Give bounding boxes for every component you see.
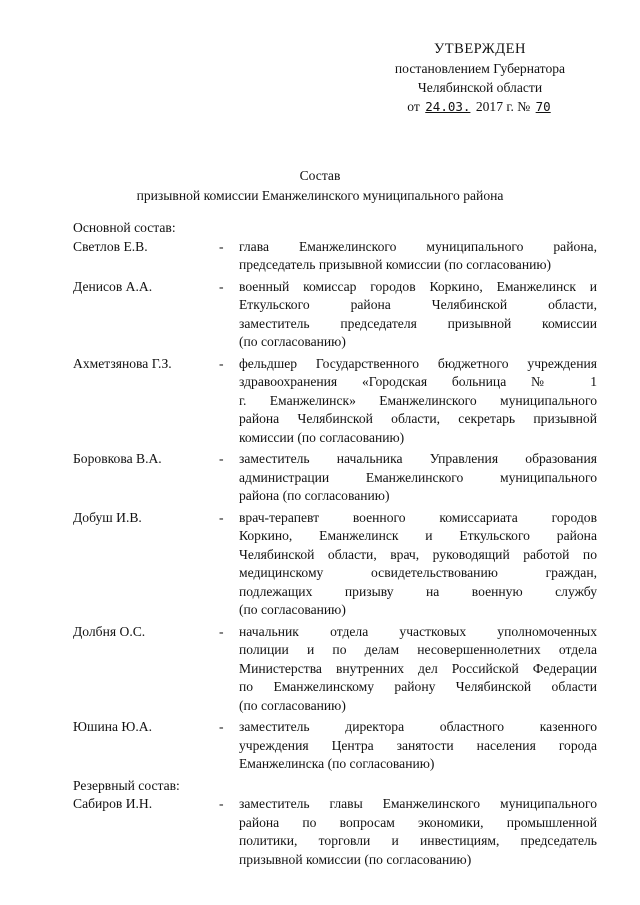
member-dash: - [219,238,224,254]
position-line: (по согласованию) [239,334,346,349]
position-line: (по согласованию) [239,697,346,713]
main-members [73,238,597,774]
member-position [239,623,597,716]
member-dash: - [219,719,224,734]
document-title [60,166,580,206]
member-dash: - [219,451,224,466]
member-position [239,795,597,869]
member-row [73,278,597,352]
member-position [239,278,597,352]
member-name: Боровкова В.А. [73,451,162,466]
year-text: 2017 г. № [475,99,531,114]
member-dash: - [219,355,224,371]
commission-list [73,219,597,872]
main-section-label: Основной состав: [73,220,176,235]
member-position [239,355,597,448]
position-line: района Челябинской области, секретарь призывной [239,411,597,426]
position-line: учреждения Центра занятости населения города [239,737,597,753]
member-dash: - [219,796,224,811]
position-line: полиции и по делам несовершеннолетних отдела [239,642,597,657]
approval-heading: УТВЕРЖДЕН [434,41,526,57]
member-row [73,238,597,275]
position-line: района (по согласованию) [239,488,390,503]
member-name: Ахметзянова Г.З. [73,355,172,371]
member-name: Сабиров И.Н. [73,796,153,811]
reserve-section-label: Резервный состав: [73,777,180,793]
member-row [73,623,597,716]
member-name: Юшина Ю.А. [73,719,153,734]
member-row [73,795,597,869]
title-line-1: Состав [299,168,341,183]
member-name: Долбня О.С. [73,623,146,639]
position-line: подлежащих призыву на военную службу [239,583,597,599]
member-row [73,355,597,448]
position-line: Министерства внутренних дел Российской Федерации [239,660,597,676]
position-line: заместитель начальника Управления образования [239,451,597,466]
approval-line-2: Челябинской области [417,80,543,95]
position-line: заместитель председателя призывной комиссии [239,315,597,331]
position-line: по Еманжелинскому району Челябинской области [239,679,597,694]
position-line: г. Еманжелинск» Еманжелинского муниципального [239,392,597,408]
position-line: глава Еманжелинского муниципального района, [239,238,597,254]
handwritten-date: 24.03. [425,99,471,114]
member-dash: - [219,623,224,639]
member-dash: - [219,278,224,294]
position-line: Коркино, Еманжелинск и Еткульского района [239,528,597,543]
member-position [239,718,597,774]
member-name: Добуш И.В. [73,509,142,525]
position-line: заместитель главы Еманжелинского муниципального [239,796,597,811]
member-position [239,238,597,275]
approval-date-line [380,97,580,116]
position-line: заместитель директора областного казенного [239,719,597,734]
position-line: здравоохранения «Городская больница № 1 [239,374,597,389]
position-line: (по согласованию) [239,602,346,617]
position-line: врач-терапевт военного комиссариата городов [239,509,597,525]
position-line: председатель призывной комиссии (по согласованию) [239,257,552,272]
position-line: военный комиссар городов Коркино, Еманжелинск и [239,278,597,294]
title-line-2: призывной комиссии Еманжелинского муниципального района [136,188,504,203]
position-line: фельдшер Государственного бюджетного учреждения [239,355,597,371]
position-line: начальник отдела участковых уполномоченных [239,623,597,639]
member-row [73,509,597,620]
member-name: Денисов А.А. [73,278,153,294]
position-line: района по вопросам экономики, промышленной [239,814,597,830]
position-line: политики, торговли и инвестициям, председатель [239,833,597,848]
position-line: комиссии (по согласованию) [239,429,405,445]
position-line: медицинскому освидетельствованию граждан, [239,565,597,580]
member-name: Светлов Е.В. [73,238,148,254]
member-position [239,509,597,620]
position-line: Еткульского района Челябинской области, [239,297,597,312]
reserve-members [73,795,597,869]
handwritten-number: 70 [535,99,551,114]
date-prefix: от [407,99,420,114]
position-line: Еманжелинска (по согласованию) [239,756,435,771]
approval-stamp [380,40,580,116]
position-line: призывной комиссии (по согласованию) [239,851,472,867]
position-line: администрации Еманжелинского муниципального [239,469,597,485]
member-dash: - [219,509,224,525]
position-line: Челябинской области, врач, руководящий работой по [239,546,597,562]
member-position [239,450,597,506]
approval-line-1: постановлением Губернатора [394,61,566,76]
member-row [73,450,597,506]
member-row [73,718,597,774]
